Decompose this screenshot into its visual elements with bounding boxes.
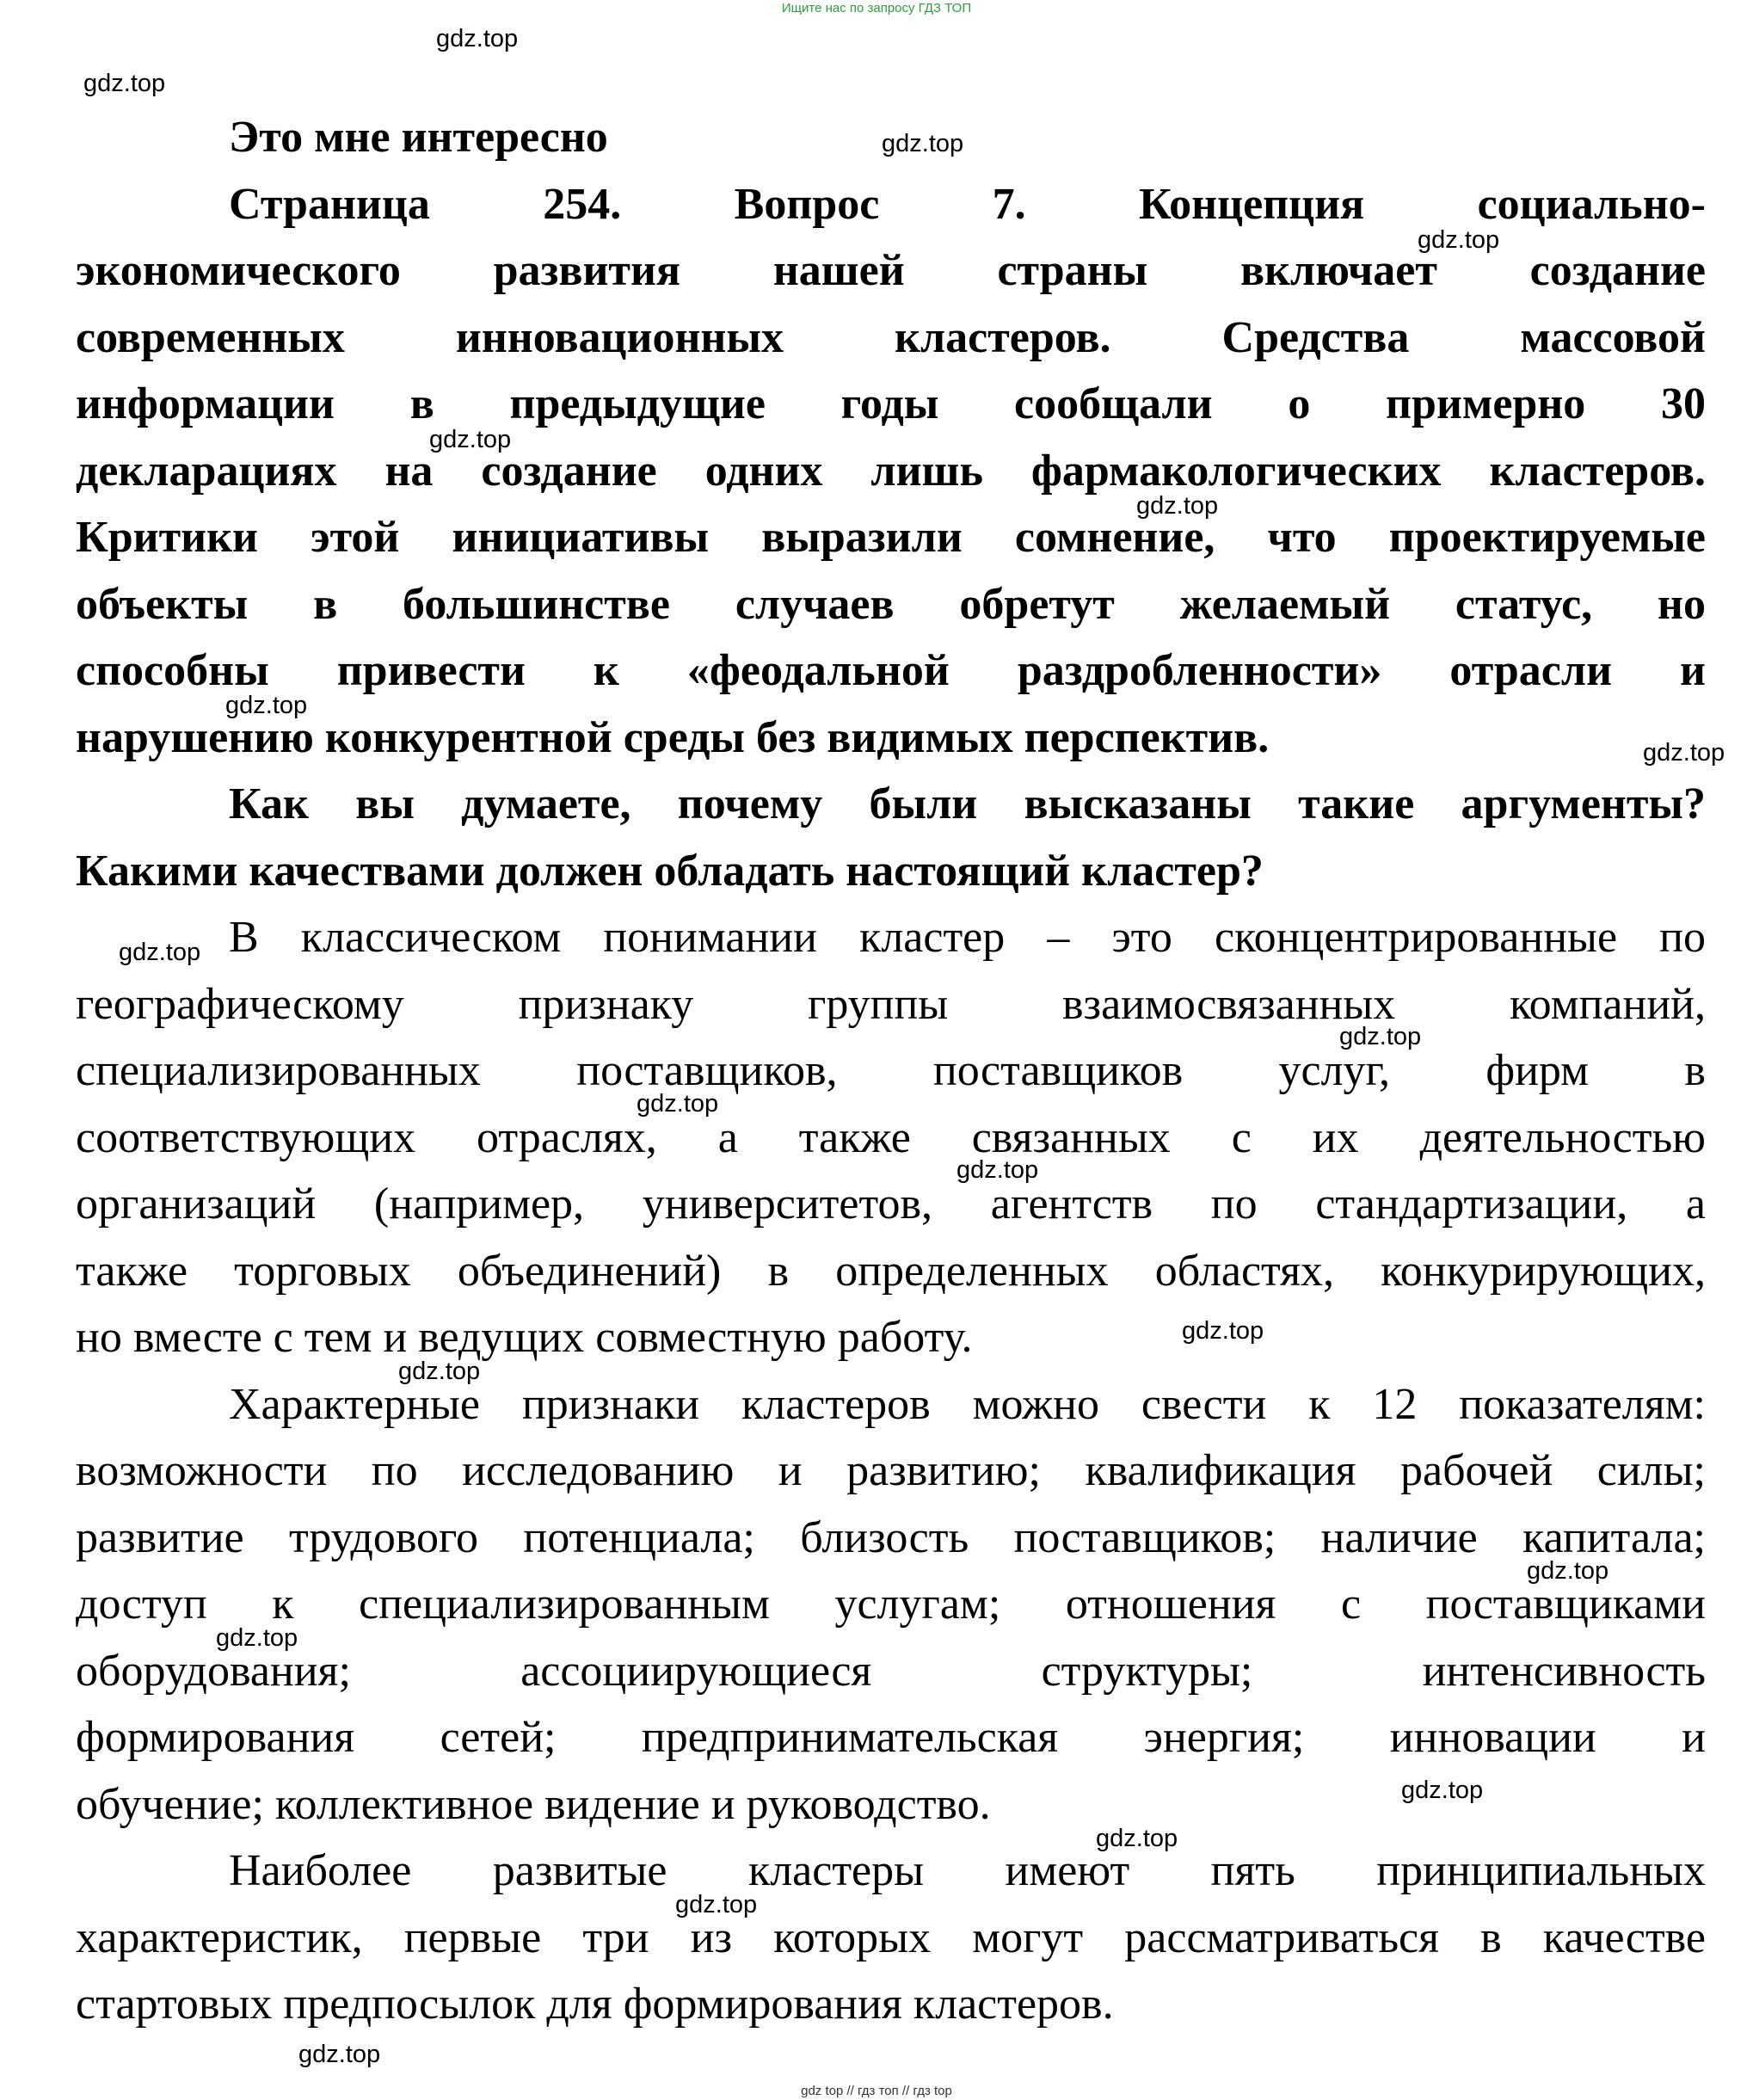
- question-line: нарушению конкурентной среды без видимых перспектив.: [76, 712, 1270, 762]
- answer-line: обучение; коллективное видение и руководство.: [76, 1779, 991, 1829]
- watermark: gdz.top: [1339, 1023, 1422, 1050]
- answer-line: но вместе с тем и ведущих совместную работу.: [76, 1313, 973, 1362]
- watermark: gdz.top: [675, 1891, 758, 1918]
- watermark: gdz.top: [216, 1624, 298, 1652]
- question-line: современных инновационных кластеров. Средства массовой: [76, 312, 1706, 362]
- prompt-line: Как вы думаете, почему были высказаны такие аргументы?: [229, 779, 1706, 828]
- watermark: gdz.top: [1418, 226, 1500, 254]
- answer-line: Наиболее развитые кластеры имеют пять принципиальных: [229, 1846, 1706, 1895]
- watermark: gdz.top: [225, 692, 308, 719]
- watermark: gdz.top: [1401, 1777, 1484, 1804]
- top-banner[interactable]: Ищите нас по запросу ГДЗ ТОП: [781, 1, 972, 15]
- question-line: декларациях на создание одних лишь фармакологических кластеров.: [76, 446, 1706, 496]
- answer-line: Характерные признаки кластеров можно свести к 12 показателям:: [229, 1379, 1706, 1429]
- answer-line: формирования сетей; предпринимательская энергия; инновации и: [76, 1713, 1706, 1762]
- question-prompt: [76, 771, 1706, 904]
- answer-paragraph-2: [76, 1371, 1706, 1838]
- answer-line: В классическом понимании кластер – это сконцентрированные по: [229, 913, 1706, 962]
- answer-line: также торговых объединений) в определенных областях, конкурирующих,: [76, 1246, 1706, 1296]
- answer-line: специализированных поставщиков, поставщиков услуг, фирм в: [76, 1046, 1706, 1095]
- watermark: gdz.top: [956, 1156, 1039, 1184]
- footer-links[interactable]: gdz top // гдз топ // гдз top: [801, 2084, 952, 2098]
- watermark: gdz.top: [398, 1358, 481, 1385]
- answer-line: соответствующих отраслях, а также связанных с их деятельностью: [76, 1112, 1706, 1162]
- question-line: информации в предыдущие годы сообщали о примерно 30: [76, 379, 1706, 428]
- question-line: объекты в большинстве случаев обретут желаемый статус, но: [76, 579, 1706, 629]
- answer-line: развитие трудового потенциала; близость поставщиков; наличие капитала;: [76, 1512, 1706, 1562]
- watermark: gdz.top: [119, 939, 201, 966]
- watermark: gdz.top: [83, 70, 166, 97]
- answer-line: характеристик, первые три из которых могут рассматриваться в качестве: [76, 1912, 1706, 1962]
- watermark: gdz.top: [882, 130, 964, 157]
- answer-line: возможности по исследованию и развитию; квалификация рабочей силы;: [76, 1446, 1706, 1495]
- watermark: gdz.top: [1527, 1557, 1609, 1585]
- watermark: gdz.top: [436, 25, 519, 52]
- answer-line: доступ к специализированным услугам; отношения с поставщиками: [76, 1580, 1706, 1629]
- prompt-line: Какими качествами должен обладать настоящий кластер?: [76, 846, 1264, 896]
- answer-line: географическому признаку группы взаимосвязанных компаний,: [76, 979, 1706, 1029]
- question-line: экономического развития нашей страны включает создание: [76, 246, 1706, 295]
- section-title: Это мне интересно: [229, 113, 608, 162]
- question-line: Страница 254. Вопрос 7. Концепция социально-: [229, 179, 1706, 229]
- watermark: gdz.top: [1136, 492, 1219, 520]
- watermark: gdz.top: [637, 1090, 719, 1118]
- answer-paragraph-3: [76, 1838, 1706, 2038]
- question-text: [76, 171, 1706, 772]
- watermark: gdz.top: [429, 426, 512, 453]
- document-body: [76, 104, 1706, 2038]
- answer-line: оборудования; ассоциирующиеся структуры; интенсивность: [76, 1646, 1706, 1696]
- watermark: gdz.top: [298, 2041, 381, 2068]
- watermark: gdz.top: [1182, 1317, 1264, 1345]
- question-line: Критики этой инициативы выразили сомнение, что проектируемые: [76, 513, 1706, 562]
- watermark: gdz.top: [1643, 739, 1725, 767]
- answer-line: стартовых предпосылок для формирования кластеров.: [76, 1980, 1114, 2029]
- question-line: способны привести к «феодальной раздробленности» отрасли и: [76, 646, 1706, 695]
- answer-paragraph-1: [76, 904, 1706, 1371]
- watermark: gdz.top: [1096, 1825, 1178, 1852]
- answer-line: организаций (например, университетов, агентств по стандартизации, а: [76, 1179, 1706, 1229]
